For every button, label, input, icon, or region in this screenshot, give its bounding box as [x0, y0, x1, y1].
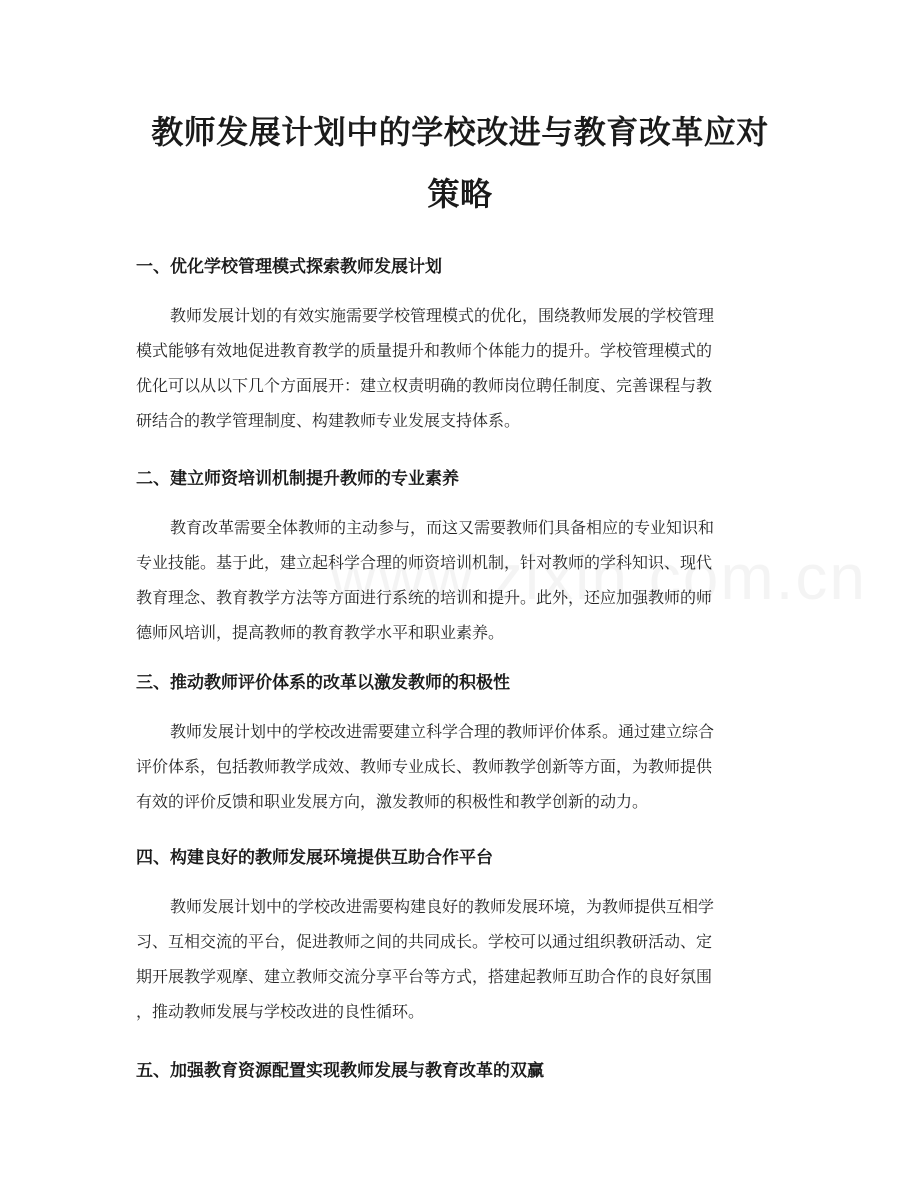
paragraph-line: 教育理念、教育教学方法等方面进行系统的培训和提升。此外，还应加强教师的师 [136, 588, 713, 607]
section-heading: 二、建立师资培训机制提升教师的专业素养 [136, 469, 459, 489]
paragraph-line: 评价体系，包括教师教学成效、教师专业成长、教师教学创新等方面，为教师提供 [136, 757, 713, 776]
section-paragraph [136, 298, 786, 438]
paragraph-line: 德师风培训，提高教师的教育教学水平和职业素养。 [136, 623, 505, 642]
section-heading: 三、推动教师评价体系的改革以激发教师的积极性 [136, 673, 510, 693]
paragraph-line: 教育改革需要全体教师的主动参与，而这又需要教师们具备相应的专业知识和 [170, 518, 715, 537]
section-2 [136, 466, 786, 650]
paragraph-line: 研结合的教学管理制度、构建教师专业发展支持体系。 [136, 411, 521, 430]
paragraph-line: ，推动教师发展与学校改进的良性循环。 [136, 1002, 425, 1021]
section-heading: 一、优化学校管理模式探索教师发展计划 [136, 257, 442, 277]
paragraph-line: 教师发展计划中的学校改进需要构建良好的教师发展环境，为教师提供互相学 [170, 897, 715, 916]
paragraph-line: 有效的评价反馈和职业发展方向，激发教师的积极性和教学创新的动力。 [136, 792, 649, 811]
document-title-line-2: 策略 [427, 175, 493, 213]
section-3 [136, 670, 786, 819]
section-5 [136, 1058, 786, 1084]
paragraph-line: 专业技能。基于此，建立起科学合理的师资培训机制，针对教师的学科知识、现代 [136, 553, 713, 572]
section-1 [136, 254, 786, 438]
paragraph-line: 模式能够有效地促进教育教学的质量提升和教师个体能力的提升。学校管理模式的 [136, 341, 713, 360]
paragraph-line: 优化可以从以下几个方面展开：建立权责明确的教师岗位聘任制度、完善课程与教 [136, 376, 713, 395]
section-paragraph [136, 714, 786, 819]
section-paragraph [136, 889, 786, 1029]
section-heading: 四、构建良好的教师发展环境提供互助合作平台 [136, 848, 493, 868]
section-paragraph [136, 510, 786, 650]
section-4 [136, 845, 786, 1029]
paragraph-line: 期开展教学观摩、建立教师交流分享平台等方式，搭建起教师互助合作的良好氛围 [136, 967, 713, 986]
section-heading: 五、加强教育资源配置实现教师发展与教育改革的双赢 [136, 1061, 544, 1081]
paragraph-line: 习、互相交流的平台，促进教师之间的共同成长。学校可以通过组织教研活动、定 [136, 932, 713, 951]
paragraph-line: 教师发展计划中的学校改进需要建立科学合理的教师评价体系。通过建立综合 [170, 722, 715, 741]
paragraph-line: 教师发展计划的有效实施需要学校管理模式的优化，围绕教师发展的学校管理 [170, 306, 715, 325]
document-title-line-1: 教师发展计划中的学校改进与教育改革应对 [151, 113, 769, 151]
